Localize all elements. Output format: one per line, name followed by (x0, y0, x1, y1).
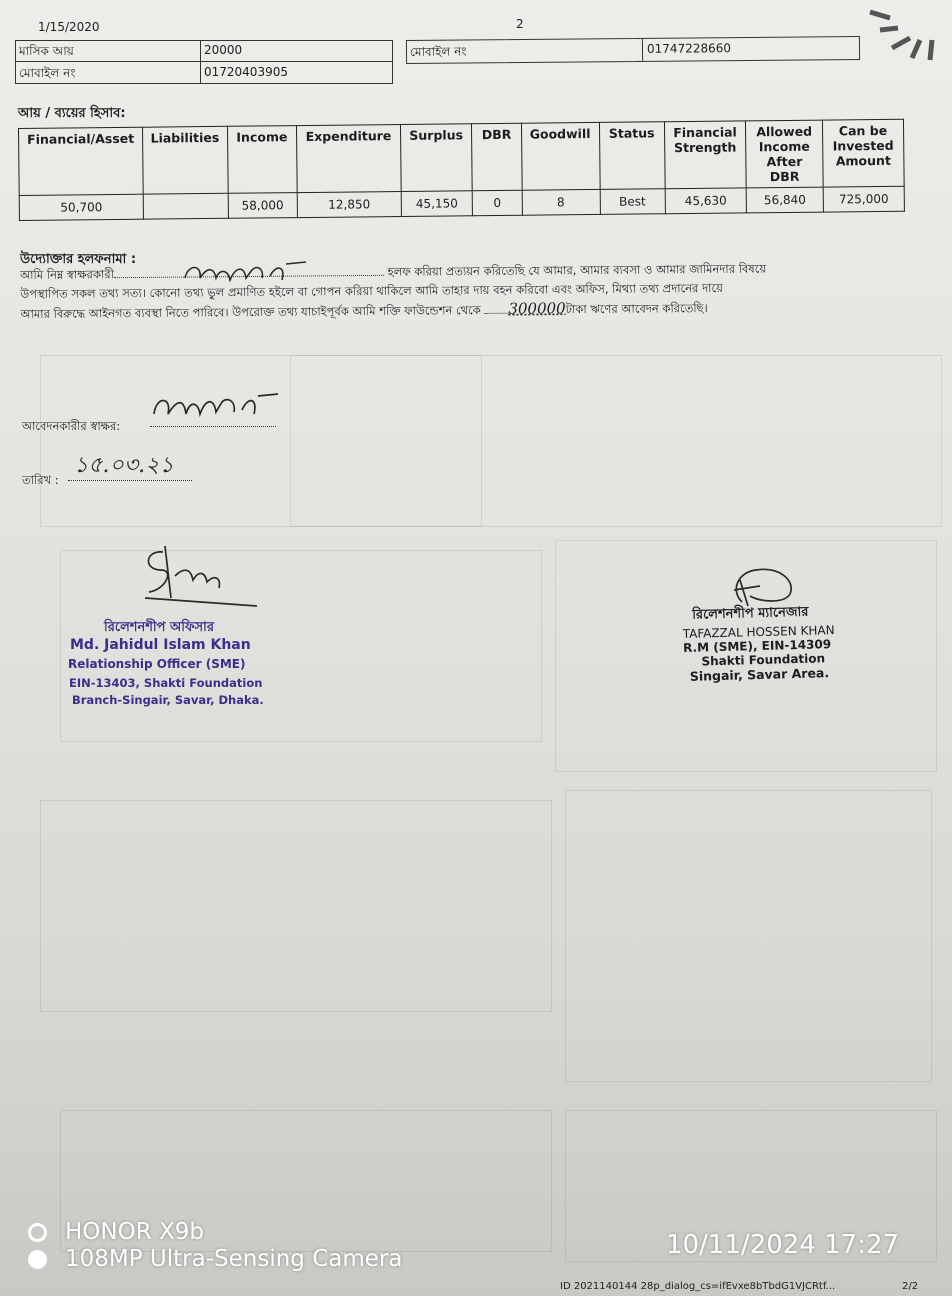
dotted-fill (484, 303, 508, 314)
monthly-income-label: মাসিক আয় (19, 44, 74, 58)
bleed-through-box (40, 800, 552, 1012)
col-surplus: Surplus (400, 124, 472, 192)
date-label: তারিখ : (22, 473, 59, 487)
divider (200, 41, 201, 83)
officer-name: Md. Jahidul Islam Khan (70, 637, 251, 653)
col-financial-strength: Financial Strength (664, 121, 746, 189)
col-status: Status (599, 122, 665, 190)
footer-url: ID 2021140144 28p_dialog_cs=ifEvxe8bTbdG1VJCRtf... (560, 1281, 836, 1292)
camera-watermark (28, 1219, 402, 1273)
cell-income: 58,000 (228, 193, 298, 219)
col-goodwill: Goodwill (521, 122, 600, 190)
col-liabilities: Liabilities (143, 126, 228, 194)
camera-sensor-row (28, 1245, 402, 1273)
manager-title: রিলেশনশীপ ম্যানেজার (692, 604, 809, 623)
monthly-income-value: 20000 (204, 43, 243, 57)
applicant-name-handwriting (180, 256, 310, 290)
info-box-right (406, 36, 860, 64)
declaration-line-3-prefix: আমার বিরুদ্ধে আইনগত ব্যবস্থা নিতে পারিবে। উপরোক্ত তথ্য যাচাইপূর্বক আমি শক্তি ফাউন্ডেশন থেকে (20, 302, 481, 321)
col-allowed-income: Allowed Income After DBR (746, 120, 823, 188)
officer-branch: Branch-Singair, Savar, Dhaka. (72, 693, 264, 707)
declaration-line-3-suffix: টাকা ঋণের আবেদন করিতেছি। (565, 301, 708, 317)
officer-signature (135, 540, 265, 610)
declaration-text (20, 258, 910, 324)
section-title: আয় / ব্যয়ের হিসাব: (18, 106, 126, 121)
footer-page: 2/2 (902, 1281, 919, 1292)
camera-timestamp: 10/11/2024 17:27 (666, 1230, 900, 1260)
mobile-value-2: 01747228660 (646, 41, 732, 56)
mobile-label-2: মোবাইল নং (409, 44, 467, 59)
manager-area: Singair, Savar Area. (689, 665, 830, 684)
dot-icon (28, 1250, 47, 1269)
col-dbr: DBR (472, 123, 522, 191)
bleed-through-cell (290, 355, 482, 527)
officer-title: রিলেশনশীপ অফিসার (104, 620, 214, 635)
applicant-signature (148, 386, 283, 426)
camera-sensor: 108MP Ultra-Sensing Camera (65, 1246, 403, 1272)
col-financial-asset: Financial/Asset (19, 127, 144, 195)
declaration-suffix: হলফ করিয়া প্রত্যয়ন করিতেছি যে আমার, আমার ব্যবসা ও আমার জামিনদার বিষয়ে (387, 261, 767, 279)
manager-org: Shakti Foundation (701, 651, 826, 669)
cell-dbr: 0 (473, 190, 522, 216)
cell-liabilities (143, 193, 228, 219)
mobile-label: মোবাইল নং (19, 66, 76, 80)
print-date: 1/15/2020 (38, 20, 100, 34)
col-can-be-invested: Can be Invested Amount (822, 119, 904, 187)
financial-table (18, 119, 905, 221)
declaration-line-2: উপস্থাপিত সকল তথ্য সত্য। কোনো তথ্য ভুল প্রমাণিত হইলে বা গোপন করিয়া থাকিলে আমি তাহার দায় বহন করিবো এবং অফিস, মিথ্যা তথ্য প্রদানের দায়ে (20, 280, 723, 301)
ring-icon (28, 1223, 47, 1242)
page-number: 2 (516, 17, 524, 31)
corner-mark-icon (850, 0, 952, 70)
handwritten-date: ১৫.০৩.২১ (74, 453, 174, 478)
manager-role: R.M (SME), EIN-14309 (682, 637, 832, 655)
col-expenditure: Expenditure (297, 124, 401, 192)
bleed-through-table (40, 355, 942, 527)
cell-goodwill: 8 (522, 189, 600, 215)
loan-amount-handwritten: 300000 (508, 299, 566, 318)
camera-model: HONOR X9b (65, 1219, 204, 1245)
officer-ein: EIN-13403, Shakti Foundation (69, 676, 263, 690)
col-income: Income (227, 126, 297, 194)
divider (642, 39, 643, 61)
cell-financial-asset: 50,700 (19, 194, 143, 220)
declaration-title: উদ্যোক্তার হলফনামা : (20, 252, 137, 267)
cell-expenditure: 12,850 (297, 191, 401, 217)
signature-line (150, 426, 276, 427)
cell-financial-strength: 45,630 (665, 188, 747, 214)
bleed-through-box (565, 790, 932, 1082)
officer-role: Relationship Officer (SME) (68, 657, 246, 671)
declaration-prefix: আমি নিম্ন স্বাক্ষরকারী (20, 267, 115, 282)
cell-can-be-invested: 725,000 (823, 186, 904, 212)
manager-name: TAFAZZAL HOSSEN KHAN (682, 623, 835, 641)
manager-stamp (682, 602, 836, 684)
cell-surplus: 45,150 (401, 191, 473, 217)
cell-status: Best (600, 189, 665, 215)
info-box-left (15, 40, 393, 84)
applicant-signature-label: আবেদনকারীর স্বাক্ষর: (22, 419, 121, 433)
mobile-value: 01720403905 (204, 65, 288, 79)
camera-model-row (28, 1219, 402, 1245)
cell-allowed-income: 56,840 (746, 187, 823, 213)
table-header-row (19, 119, 905, 195)
